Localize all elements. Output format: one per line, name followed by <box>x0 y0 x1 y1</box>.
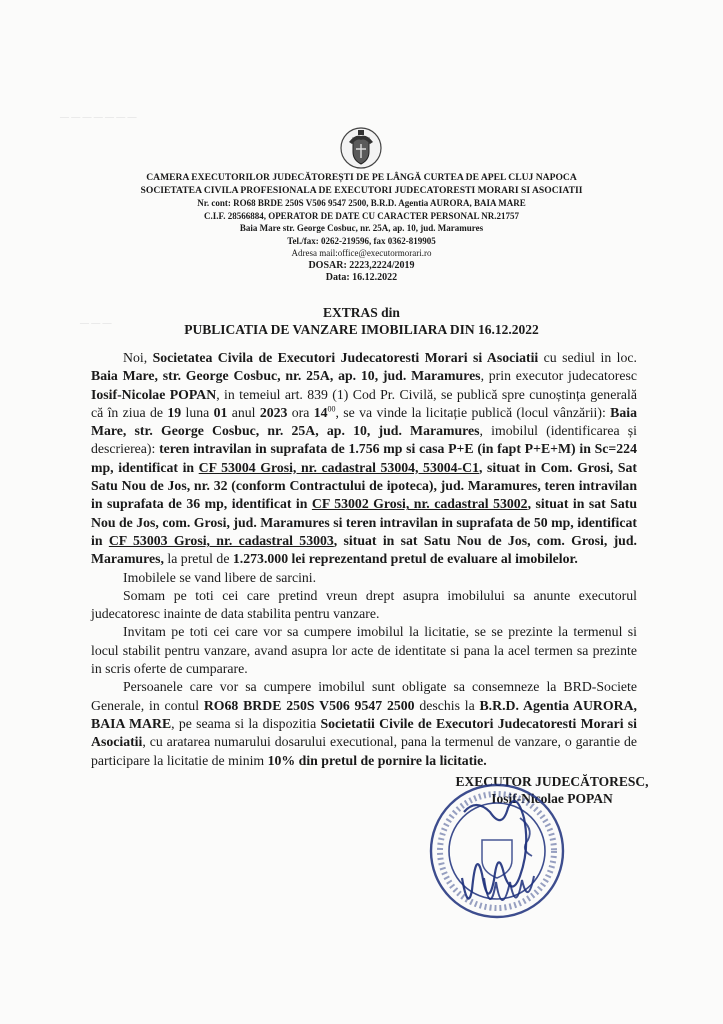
email-address: Adresa mail:office@executormorari.ro <box>291 248 432 258</box>
bold-run: Societatea Civila de Executori Judecatoresti Morari si Asociatii <box>152 350 539 365</box>
paragraph-invitation: Invitam pe toti cei care vor sa cumpere imobilul la licitatie, se se prezinte la termenul si locul stabilit pentru vanzare, avand asupra lor acte de identitate si pana la acel termen sa prezinte in scris oferte de cumparare. <box>91 624 637 677</box>
paragraph-guarantee <box>91 678 637 769</box>
bold-run: Baia Mare, str. George Cosbuc, nr. 25A, ap. 10, jud. Maramures <box>91 368 481 384</box>
account-number: RO68 BRDE 250S V506 9547 2500 <box>203 697 415 713</box>
document-date: Data: 16.12.2022 <box>325 272 398 283</box>
fiscal-code: C.I.F. 28566884, OPERATOR DE DATE CU CARACTER PERSONAL NR.21757 <box>204 210 519 221</box>
document-body <box>91 349 637 770</box>
bold-run: B.R.D. Agentia AURORA, BAIA MARE <box>91 697 637 731</box>
title-line-1: EXTRAS din <box>323 305 400 320</box>
text-run: , imobilul (identificarea și descrierea): <box>91 423 637 457</box>
text-run: deschis la <box>414 697 480 713</box>
phone-fax: Tel./fax: 0262-219596, fax 0362-819905 <box>287 235 436 246</box>
coat-of-arms-crest <box>339 124 383 172</box>
land-register-ref: CF 53004 Grosi, nr. cadastral 53004, 53004-C1 <box>198 459 480 475</box>
bank-account: Nr. cont: RO68 BRDE 250S V506 9547 2500, B.R.D. Agentia AURORA, BAIA MARE <box>197 198 526 208</box>
bold-run: Baia Mare, str. George Cosbuc, nr. 25A, ap. 10, jud. Maramures <box>91 404 637 439</box>
text-run: Persoanele care vor sa cumpere imobilul sunt obligate sa consemneze la BRD-Societe Generale, in contul <box>91 679 637 713</box>
document-title <box>80 304 643 338</box>
paragraph-sale-notice <box>91 349 637 569</box>
bold-run: , situat in sat Satu Nou de Jos, com. Grosi, jud. Maramures si teren intravilan in suprafata de 50 mp, identificat in <box>91 496 637 548</box>
paragraph-free-of-charges: Imobilele se vand libere de sarcini. <box>123 569 317 585</box>
text-run: , pe seama si la dispozitia <box>171 715 321 731</box>
signatory-name: Iosif-Nicolae POPAN <box>491 791 613 806</box>
text-run: cu sediul in loc. <box>538 350 637 365</box>
text-run: , in temeiul art. 839 (1) Cod Pr. Civilă, se publică spre cunoștința generală că în ziua de <box>91 386 637 420</box>
land-register-ref: CF 53002 Grosi, nr. cadastral 53002 <box>311 496 528 512</box>
text-run: , se va vinde la licitație publică (locul vânzării): <box>335 404 611 420</box>
text-run: Noi, <box>123 350 153 365</box>
bold-run: Societatii Civile de Executori Judecatoresti Morari si Asociatii <box>91 715 637 750</box>
bold-run: 01 <box>213 404 228 420</box>
office-address: Baia Mare str. George Cosbuc, nr. 25A, ap. 10, jud. Maramures <box>239 223 484 233</box>
land-register-ref: CF 53003 Grosi, nr. cadastral 53003 <box>108 532 334 548</box>
bleed-through-mark: — — — <box>80 318 112 328</box>
title-line-2: PUBLICATIA DE VANZARE IMOBILIARA DIN 16.12.2022 <box>184 322 539 337</box>
text-run: , prin executor judecatoresc <box>480 368 637 384</box>
text-run: ora <box>287 404 314 420</box>
letterhead <box>80 172 643 285</box>
signatory-title: EXECUTOR JUDECĂTORESC, <box>455 774 649 789</box>
text-run: luna <box>181 404 214 420</box>
bold-run: Iosif-Nicolae POPAN <box>91 386 217 402</box>
file-number: DOSAR: 2223,2224/2019 <box>308 259 415 271</box>
bold-run: , situat in Com. Grosi, Sat Satu Nou de Jos, nr. 32 (conform Contractului de ipoteca), jud. Maramures, teren intravilan in suprafata de 36 mp, identificat in <box>91 459 637 512</box>
official-stamp-seal <box>424 778 570 924</box>
sale-price: 1.273.000 lei reprezentand pretul de evaluare al imobilelor. <box>232 551 578 567</box>
guarantee-amount: 10% din pretul de pornire la licitatie. <box>267 752 487 768</box>
text-run: , cu aratarea numarului dosarului executional, pana la termenul de vanzare, o garantie de participare la licitatie de minim <box>91 734 637 768</box>
bold-run: 2023 <box>259 404 288 420</box>
bold-run: , situat in sat Satu Nou de Jos, com. Grosi, jud. Maramures, <box>91 532 637 567</box>
bleed-through-mark: — — — — — — — <box>60 112 137 122</box>
text-run: anul <box>227 404 260 420</box>
paragraph-summons: Somam pe toti cei care pretind vreun drept asupra imobilului sa anunte executorul judecatoresc inainte de data stabilita pentru vanzare. <box>91 587 637 622</box>
bold-run: 14 <box>313 404 328 420</box>
chamber-name: CAMERA EXECUTORILOR JUDECĂTOREȘTI DE PE LÂNGĂ CURTEA DE APEL CLUJ NAPOCA <box>146 172 577 183</box>
bold-run: teren intravilan in suprafata de 1.756 mp si casa P+E (in fapt P+E+M) in Sc=224 mp, identificat in <box>91 441 637 475</box>
superscript: 00 <box>327 404 336 414</box>
bold-run: 19 <box>167 404 182 420</box>
text-run: la pretul de <box>163 551 233 567</box>
company-name: SOCIETATEA CIVILA PROFESIONALA DE EXECUTORI JUDECATORESTI MORARI SI ASOCIATII <box>140 184 583 196</box>
